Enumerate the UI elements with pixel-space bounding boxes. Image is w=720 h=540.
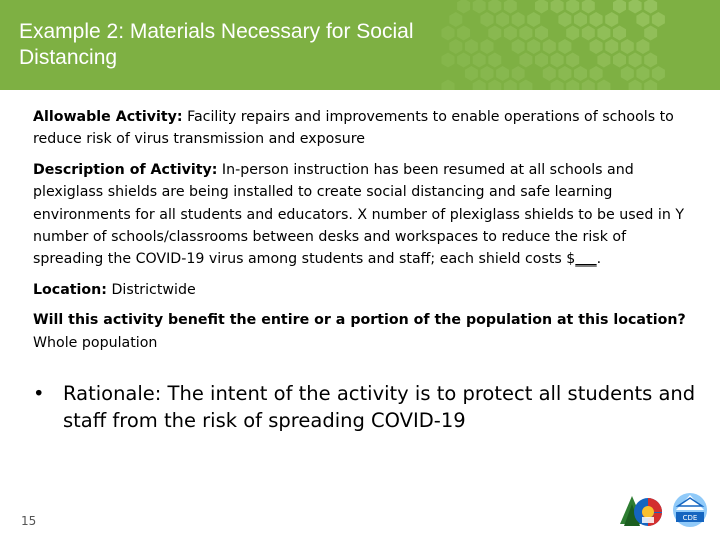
hexagon-shape-36 <box>512 39 525 54</box>
hexagon-shape-74 <box>582 80 595 91</box>
hexagon-shape-16 <box>558 12 571 27</box>
hexagon-shape-32 <box>644 26 657 41</box>
hexagon-shape-18 <box>590 12 603 27</box>
svg-text:CDE: CDE <box>682 514 698 522</box>
hexagon-shape-9 <box>629 0 642 14</box>
activity-description <box>33 159 698 271</box>
hexagon-shape-71 <box>519 80 532 91</box>
hexagon-shape-29 <box>582 26 595 41</box>
population-benefit-text: Whole population <box>33 334 158 351</box>
hexagon-shape-43 <box>636 39 649 54</box>
hexagon-shape-76 <box>629 80 642 91</box>
hexagon-shape-37 <box>527 39 540 54</box>
hexagon-shape-0 <box>457 0 470 14</box>
hexagon-shape-70 <box>504 80 517 91</box>
hexagon-shape-10 <box>644 0 657 14</box>
activity-description-text: In-person instruction has been resumed at all schools and plexiglass shields are being installed to create social distancing and safe learning environments for all students and educators. X number of plexiglass shields to be used in Y number of schools/classrooms between desks and workspaces to reduce the risk of spreading the COVID-19 virus among students and staff; each shield costs $ <box>33 161 685 268</box>
hexagon-shape-73 <box>566 80 579 91</box>
allowable-activity <box>33 106 698 151</box>
page-number: 15 <box>21 514 37 528</box>
hexagon-shape-30 <box>597 26 610 41</box>
hexagon-shape-49 <box>535 53 548 68</box>
hexagon-shape-59 <box>512 66 525 81</box>
hexagon-shape-77 <box>644 80 657 91</box>
rationale-text: Rationale: The intent of the activity is to protect all students and staff from the risk of spreading COVID-19 <box>63 382 696 432</box>
hexagon-shape-4 <box>535 0 548 14</box>
allowable-activity-text: Facility repairs and improvements to enable operations of schools to reduce risk of virus transmission and exposure <box>33 109 674 148</box>
colorado-state-logo-icon <box>620 496 662 526</box>
hexagon-shape-6 <box>566 0 579 14</box>
hexagon-shape-5 <box>551 0 564 14</box>
hexagon-shape-26 <box>519 26 532 41</box>
hexagon-shape-27 <box>535 26 548 41</box>
hexagon-shape-1 <box>473 0 486 14</box>
hexagon-shape-48 <box>519 53 532 68</box>
slide-content <box>33 106 698 362</box>
location-label: Location: <box>33 281 107 298</box>
population-benefit <box>33 309 698 354</box>
hexagon-shape-68 <box>473 80 486 91</box>
description-end: . <box>596 251 602 268</box>
hexagon-shape-31 <box>613 26 626 41</box>
hexagon-shape-50 <box>551 53 564 68</box>
hexagon-shape-15 <box>527 12 540 27</box>
hexagon-shape-61 <box>558 66 571 81</box>
hexagon-shape-2 <box>488 0 501 14</box>
slide-header <box>0 0 720 90</box>
hexagon-shape-40 <box>590 39 603 54</box>
hexagon-shape-25 <box>504 26 517 41</box>
activity-description-label: Description of Activity: <box>33 161 218 178</box>
hexagon-shape-67 <box>442 80 455 91</box>
hexagon-shape-64 <box>621 66 634 81</box>
rationale-bullet <box>33 380 703 434</box>
hexagon-shape-38 <box>543 39 556 54</box>
cost-blank: ___ <box>575 251 597 268</box>
hexagon-shape-54 <box>629 53 642 68</box>
hexagon-shape-39 <box>558 39 571 54</box>
hexagon-shape-19 <box>605 12 618 27</box>
allowable-activity-label: Allowable Activity: <box>33 109 183 125</box>
slide-title: Example 2: Materials Necessary for Social Distancing <box>19 20 414 69</box>
hexagon-shape-62 <box>574 66 587 81</box>
hexagon-shape-75 <box>597 80 610 91</box>
hexagon-shape-53 <box>613 53 626 68</box>
hexagon-shape-60 <box>543 66 556 81</box>
hexagon-shape-3 <box>504 0 517 14</box>
hexagon-shape-63 <box>590 66 603 81</box>
hexagon-shape-65 <box>636 66 649 81</box>
hexagon-shape-41 <box>605 39 618 54</box>
hexagon-shape-14 <box>512 12 525 27</box>
hexagon-shape-55 <box>644 53 657 68</box>
hexagon-shape-20 <box>636 12 649 27</box>
hexagon-shape-28 <box>566 26 579 41</box>
location-text: Districtwide <box>106 281 196 298</box>
hexagon-shape-66 <box>652 66 665 81</box>
hexagon-shape-69 <box>488 80 501 91</box>
bullet-icon: • <box>33 382 45 405</box>
hexagon-shape-8 <box>613 0 626 14</box>
footer-logos <box>618 486 718 534</box>
location <box>33 279 698 301</box>
hexagon-shape-51 <box>566 53 579 68</box>
hexagon-shape-7 <box>582 0 595 14</box>
cde-logo-icon <box>673 493 707 527</box>
hexagon-shape-72 <box>551 80 564 91</box>
population-benefit-label: Will this activity benefit the entire or a portion of the population at this location? <box>33 312 686 329</box>
hexagon-shape-52 <box>597 53 610 68</box>
hexagon-shape-21 <box>652 12 665 27</box>
hexagon-shape-42 <box>621 39 634 54</box>
hexagon-shape-17 <box>574 12 587 27</box>
